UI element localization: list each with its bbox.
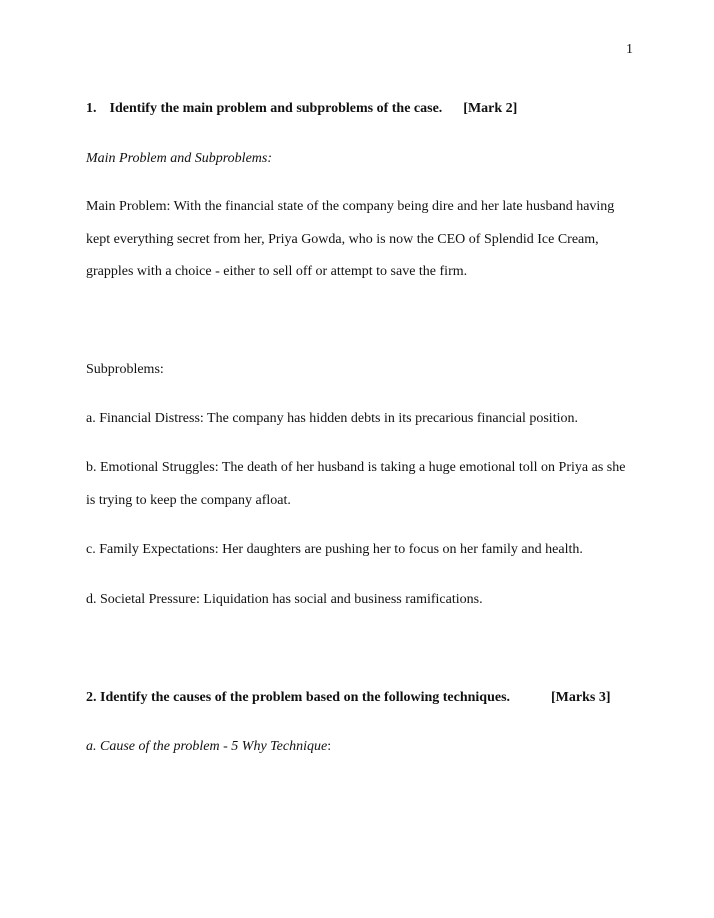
section-heading-5-why-colon: : <box>327 739 332 754</box>
subproblem-d: d. Societal Pressure: Liquidation has social and business ramifications. <box>86 592 483 607</box>
question-1 <box>86 101 517 117</box>
question-2-text: 2. Identify the causes of the problem based on the following techniques. <box>86 690 511 705</box>
subproblem-a: a. Financial Distress: The company has hidden debts in its precarious financial position. <box>86 411 578 426</box>
question-1-number: 1. <box>86 101 97 116</box>
question-2-marks: [Marks 3] <box>551 690 611 705</box>
subproblem-b-line-1: b. Emotional Struggles: The death of her husband is taking a huge emotional toll on Priya as she <box>86 460 626 475</box>
subproblem-c: c. Family Expectations: Her daughters are pushing her to focus on her family and health. <box>86 542 583 557</box>
section-heading-5-why-text: a. Cause of the problem - 5 Why Technique <box>86 739 328 754</box>
question-1-marks: [Mark 2] <box>463 101 518 116</box>
main-problem-line-3: grapples with a choice - either to sell off or attempt to save the firm. <box>86 264 468 279</box>
page-number: 1 <box>626 42 633 57</box>
subproblems-heading: Subproblems: <box>86 362 164 377</box>
question-2 <box>86 690 626 706</box>
main-problem-line-1: Main Problem: With the financial state of the company being dire and her late husband having <box>86 199 615 214</box>
main-problem-line-2: kept everything secret from her, Priya Gowda, who is now the CEO of Splendid Ice Cream, <box>86 232 599 247</box>
subproblem-b-line-2: is trying to keep the company afloat. <box>86 493 291 508</box>
question-1-text: Identify the main problem and subproblems of the case. <box>109 101 443 116</box>
section-heading-main-problem: Main Problem and Subproblems: <box>86 151 272 166</box>
section-heading-5-why <box>86 739 331 755</box>
